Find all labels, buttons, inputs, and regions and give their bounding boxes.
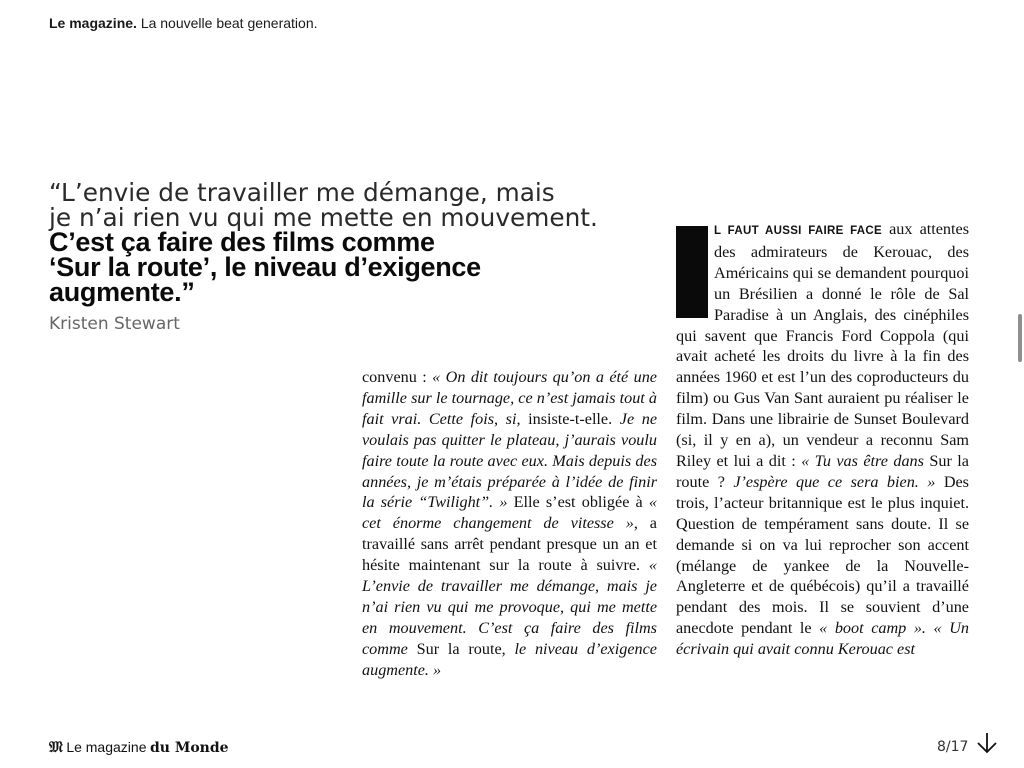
- page-indicator: 8/17: [937, 739, 969, 755]
- magazine-tagline: La nouvelle beat generation.: [140, 15, 318, 31]
- text-run-italic: Je ne voulais pas quitter le plateau, j’aurais voulu faire toute la route avec eux. Mais depuis des années, je m’étais préparée à l’idée de finir la série “Twilight”. »: [362, 409, 658, 512]
- magazine-header: [49, 15, 318, 31]
- lead-in-smallcaps: L FAUT AUSSI FAIRE FACE: [714, 225, 882, 237]
- article-column-right: [676, 219, 969, 660]
- text-run: Elle s’est obligée à: [507, 493, 649, 512]
- scrollbar-thumb[interactable]: [1018, 314, 1022, 362]
- pull-quote-light-line: je n’ai rien vu qui me mette en mouvement.: [49, 203, 598, 232]
- dropcap-letter: [676, 226, 708, 318]
- pull-quote-bold-line: ‘Sur la route’, le niveau d’exigence: [49, 252, 481, 282]
- logo-du-monde: du Monde: [149, 740, 229, 756]
- text-run: insiste-t-elle.: [520, 409, 620, 428]
- pull-quote-bold-line: C’est ça faire des films comme: [49, 227, 435, 257]
- text-run: , a travaillé sans arrêt pendant presque un an et hésite maintenant sur la route à suivre.: [362, 514, 657, 575]
- arrow-down-icon[interactable]: [975, 731, 999, 755]
- article-column-left: [362, 367, 657, 681]
- pull-quote-light-line: “L’envie de travailler me démange, mais: [49, 178, 555, 207]
- vertical-scrollbar[interactable]: [1016, 0, 1024, 768]
- text-run: aux attentes des admirateurs de Kerouac, des Américains qui se demandent pourquoi un Brésilien a donné le rôle de Sal Paradise à un Anglais, des cinéphiles qui savent que Francis Ford Coppola (qui avait acheté les droits du livre à la fin des années 1960 et est l’un des coproducteurs du film) ou Gus Van Sant auraient pu réaliser le film. Dans une librairie de Sunset Boulevard (si, il y en a), un vendeur a reconnu Sam Riley et lui a dit :: [676, 220, 970, 470]
- pull-quote-attribution: Kristen Stewart: [49, 314, 180, 334]
- text-run-italic: « boot camp ».: [819, 619, 926, 638]
- logo-text: Le magazine: [66, 739, 147, 755]
- text-run-italic: « Tu vas être dans: [801, 451, 924, 470]
- text-run-italic: « L’envie de travailler me démange, mais je n’ai rien vu qui me provoque, qui me mette en mouvement. C’est ça faire des films comme: [362, 556, 657, 658]
- text-run-italic: « cet énorme changement de vitesse »: [362, 493, 657, 533]
- text-run-italic: « Un écrivain qui avait connu Kerouac est: [676, 619, 969, 659]
- magazine-label: Le magazine.: [49, 15, 137, 31]
- text-run-italic: le niveau d’exigence augmente. »: [362, 639, 657, 679]
- text-run: [926, 619, 934, 637]
- arrow-down-svg: [975, 731, 999, 755]
- text-run: Sur la route,: [407, 639, 515, 658]
- le-monde-logo-icon[interactable]: [49, 738, 229, 757]
- pull-quote-bold-line: augmente.”: [49, 277, 195, 307]
- text-run: convenu :: [362, 368, 433, 386]
- pull-quote: [49, 180, 669, 334]
- dropcap: [676, 226, 708, 318]
- text-run: Sur la route ?: [676, 451, 969, 491]
- text-run: Des trois, l’acteur britannique est le plus inquiet. Question de tempérament sans doute. Il se demande si on va lui reprocher son accent (mélange de yankee de la Nouvelle-Angleterre et de québécois) qu’il a travaillé pendant des mois. Il se souvient d’une anecdote pendant le: [676, 472, 969, 638]
- text-run-italic: J’espère que ce sera bien. »: [733, 472, 936, 491]
- logo-m-glyph: 𝔐: [49, 738, 63, 756]
- text-run-italic: « On dit toujours qu’on a été une famille sur le tournage, ce n’est jamais tout à fait vrai. Cette fois, si,: [362, 368, 657, 428]
